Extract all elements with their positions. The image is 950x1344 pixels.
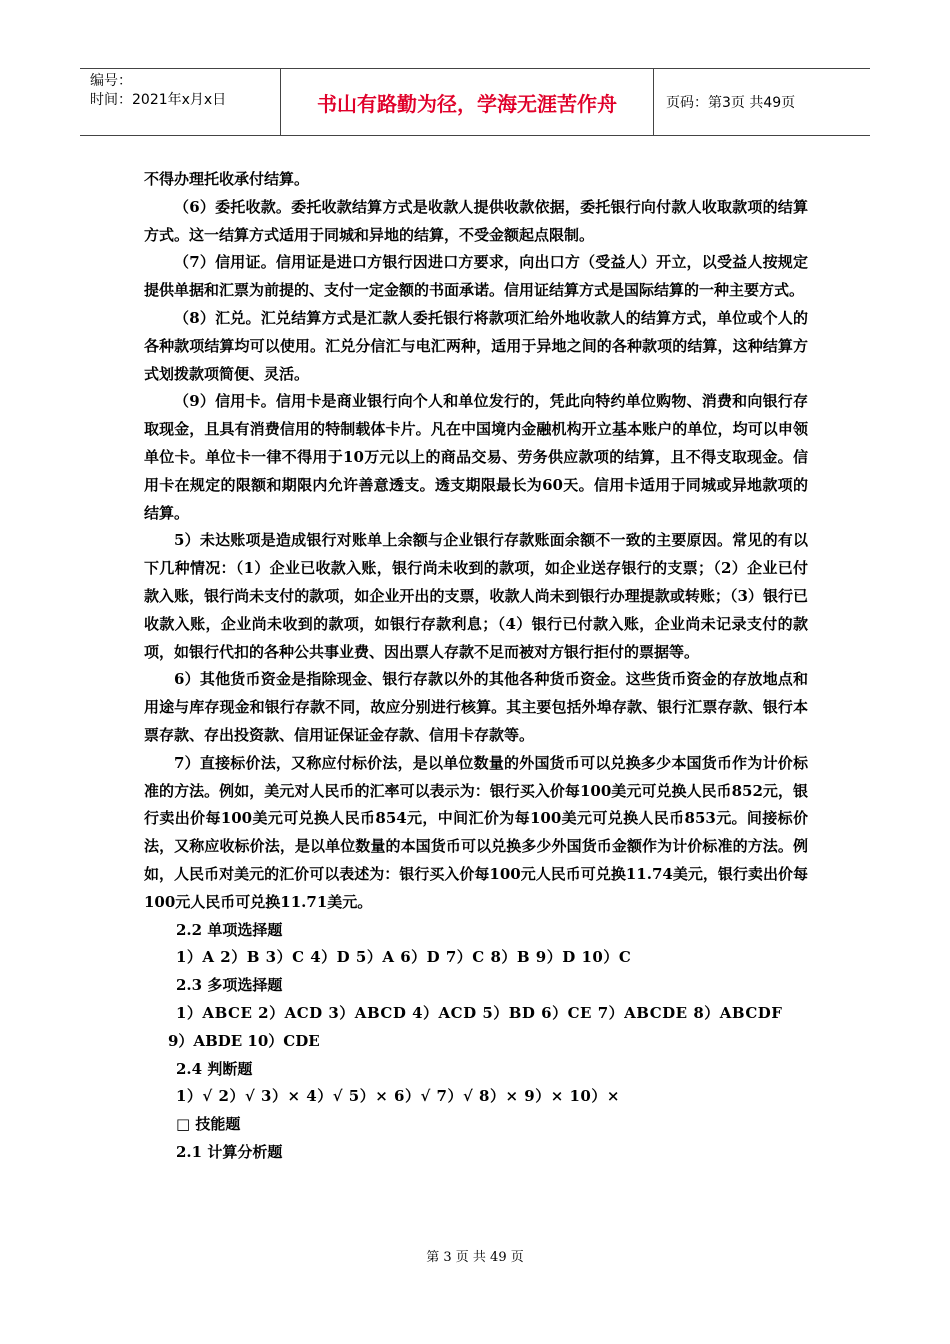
section-title-calculation: 2.1 计算分析题 <box>176 1142 283 1161</box>
section-title-multiple-choice: 2.3 多项选择题 <box>176 976 283 995</box>
single-choice-answers: 1）A 2）B 3）C 4）D 5）A 6）D 7）C 8）B 9）D 10）C <box>176 948 632 967</box>
document-body <box>144 166 808 1167</box>
paragraph: （7）信用证。信用证是进口方银行因进口方要求，向出口方（受益人）开立，以受益人按规定提供单据和汇票为前提的、支付一定金额的书面承诺。信用证结算方式是国际结算的一种主要方式。 <box>144 253 808 300</box>
true-false-answers: 1）√ 2）√ 3）× 4）√ 5）× 6）√ 7）√ 8）× 9）× 10）× <box>176 1087 620 1106</box>
page-header <box>80 68 870 136</box>
header-motto: 书山有路勤为径，学海无涯苦作舟 <box>317 91 617 116</box>
multiple-choice-answers: 1）ABCE 2）ACD 3）ABCD 4）ACD 5）BD 6）CE 7）ABCDE 8）ABCDF <box>176 1003 783 1022</box>
paragraph: 不得办理托收承付结算。 <box>144 170 310 188</box>
page-footer: 第 3 页 共 49 页 <box>426 1250 524 1265</box>
section-title-skill: □ 技能题 <box>176 1115 241 1134</box>
section-title-true-false: 2.4 判断题 <box>176 1059 253 1078</box>
paragraph: 6）其他货币资金是指除现金、银行存款以外的其他各种货币资金。这些货币资金的存放地点和用途与库存现金和银行存款不同，故应分别进行核算。其主要包括外埠存款、银行汇票存款、银行本票存款、存出投资款、信用证保证金存款、信用卡存款等。 <box>144 670 808 744</box>
paragraph: （8）汇兑。汇兑结算方式是汇款人委托银行将款项汇给外地收款人的结算方式，单位或个人的各种款项结算均可以使用。汇兑分信汇与电汇两种，适用于异地之间的各种款项的结算，这种结算方式划拨款项简便、灵活。 <box>144 308 808 383</box>
paragraph: 5）未达账项是造成银行对账单上余额与企业银行存款账面余额不一致的主要原因。常见的有以下几种情况：（1）企业已收款入账，银行尚未收到的款项，如企业送存银行的支票；（2）企业已付款入账，银行尚未支付的款项，如企业开出的支票，收款人尚未到银行办理提款或转账；（3）银行已收款入账，企业尚未收到的款项，如银行存款利息；（4）银行已付款入账，企业尚未记录支付的款项，如银行代扣的各种公共事业费、因出票人存款不足而被对方银行拒付的票据等。 <box>144 531 808 661</box>
paragraph: （9）信用卡。信用卡是商业银行向个人和单位发行的，凭此向特约单位购物、消费和向银行存取现金，且具有消费信用的特制载体卡片。凡在中国境内金融机构开立基本账户的单位，均可以申领单位卡。单位卡一律不得用于10万元以上的商品交易、劳务供应款项的结算，且不得支取现金。信用卡在规定的限额和期限内允许善意透支。透支期限最长为60天。信用卡适用于同城或异地款项的结算。 <box>144 392 808 522</box>
date-label: 时间：2021年x月x日 <box>90 92 227 108</box>
number-label: 编号： <box>90 73 132 89</box>
header-motto-cell <box>280 69 654 135</box>
multiple-choice-answers-cont: 9）ABDE 10）CDE <box>168 1031 320 1050</box>
header-meta <box>80 69 280 135</box>
paragraph: （6）委托收款。委托收款结算方式是收款人提供收款依据，委托银行向付款人收取款项的结算方式。这一结算方式适用于同城和异地的结算，不受金额起点限制。 <box>144 197 808 244</box>
paragraph: 7）直接标价法，又称应付标价法，是以单位数量的外国货币可以兑换多少本国货币作为计价标准的方法。例如，美元对人民币的汇率可以表示为：银行买入价每100美元可兑换人民币852元，银行卖出价每100美元可兑换人民币854元，中间汇价为每100美元可兑换人民币853元。间接标价法，又称应收标价法，是以单位数量的本国货币可以兑换多少外国货币金额作为计价标准的方法。例如，人民币对美元的汇价可以表述为：银行买入价每100元人民币可兑换11.74美元，银行卖出价每100元人民币可兑换11.71美元。 <box>144 753 808 911</box>
section-title-single-choice: 2.2 单项选择题 <box>176 920 283 939</box>
header-page-info: 页码：第3页 共49页 <box>666 95 796 111</box>
